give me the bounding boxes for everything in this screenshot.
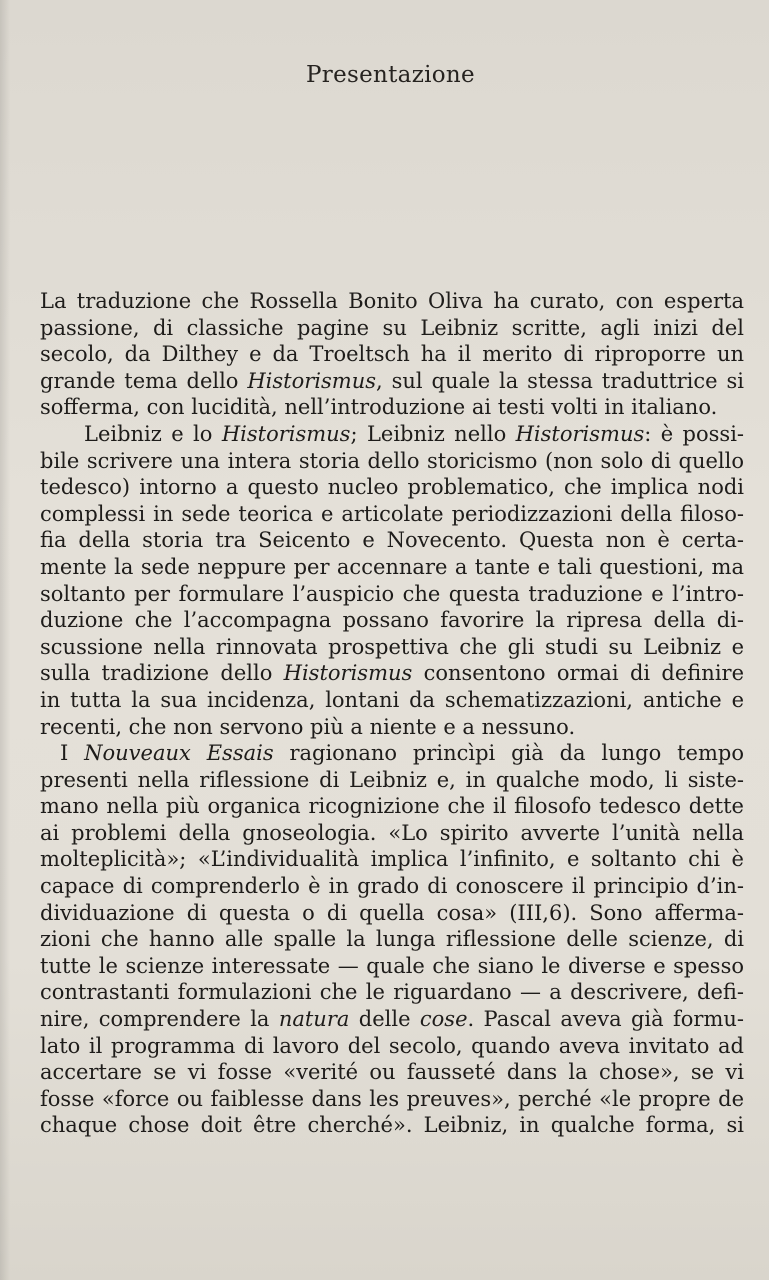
text-line: ai problemi della gnoseologia. «Lo spirito avverte l’unità nella [40, 820, 744, 845]
text-line: in tutta la sua incidenza, lontani da schematizzazioni, antiche e [40, 687, 744, 712]
text-line: Leibniz e lo Historismus; Leibniz nello Historismus: è possi- [84, 421, 744, 446]
page-title: Presentazione [306, 62, 475, 88]
text-line: La traduzione che Rossella Bonito Oliva ha curato, con esperta [40, 289, 744, 313]
text-line: capace di comprenderlo è in grado di conoscere il principio d’in- [40, 874, 744, 899]
text-line: secolo, da Dilthey e da Troeltsch ha il merito di riproporre un [40, 342, 744, 367]
text-line: contrastanti formulazioni che le riguardano — a descrivere, defi- [40, 980, 744, 1005]
text-line: grande tema dello Historismus, sul quale la stessa traduttrice si [40, 368, 744, 393]
text-line: accertare se vi fosse «verité ou fausseté dans la chose», se vi [40, 1060, 744, 1085]
text-line: duzione che l’accompagna possano favorire la ripresa della di- [40, 608, 744, 633]
text-line: I Nouveaux Essais ragionano princìpi già da lungo tempo [60, 741, 744, 766]
text-line: dividuazione di questa o di quella cosa» (III,6). Sono afferma- [40, 900, 744, 925]
text-line: fosse «force ou faiblesse dans les preuves», perché «le propre de [40, 1086, 744, 1111]
body-text [40, 288, 744, 1139]
text-line: sofferma, con lucidità, nell’introduzione ai testi volti in italiano. [40, 395, 718, 420]
text-line: fia della storia tra Seicento e Novecento. Questa non è certa- [40, 528, 744, 553]
text-line: mente la sede neppure per accennare a tante e tali questioni, ma [40, 554, 744, 579]
text-line: molteplicità»; «L’individualità implica l’infinito, e soltanto chi è [40, 847, 744, 872]
text-line: passione, di classiche pagine su Leibniz scritte, agli inizi del [40, 315, 744, 340]
text-line: nire, comprendere la natura delle cose. Pascal aveva già formu- [40, 1007, 744, 1032]
text-line: complessi in sede teorica e articolate periodizzazioni della filoso- [40, 501, 744, 526]
text-line: sulla tradizione dello Historismus consentono ormai di definire [40, 661, 744, 686]
text-line: zioni che hanno alle spalle la lunga riflessione delle scienze, di [40, 927, 744, 952]
text-line: tedesco) intorno a questo nucleo problematico, che implica nodi [40, 475, 744, 500]
text-line: soltanto per formulare l’auspicio che questa traduzione e l’intro- [40, 581, 744, 606]
text-line: bile scrivere una intera storia dello storicismo (non solo di quello [40, 448, 744, 473]
text-line: tutte le scienze interessate — quale che siano le diverse e spesso [40, 953, 744, 978]
text-line: mano nella più organica ricognizione che il filosofo tedesco dette [40, 794, 744, 819]
text-line: lato il programma di lavoro del secolo, quando aveva invitato ad [40, 1033, 744, 1058]
text-line: recenti, che non servono più a niente e a nessuno. [40, 714, 576, 739]
page-edge-shadow [0, 0, 10, 1280]
text-line: presenti nella riflessione di Leibniz e, in qualche modo, li siste- [40, 767, 744, 792]
text-line: chaque chose doit être cherché». Leibniz, in qualche forma, si [40, 1113, 744, 1138]
text-line: scussione nella rinnovata prospettiva che gli studi su Leibniz e [40, 634, 744, 659]
